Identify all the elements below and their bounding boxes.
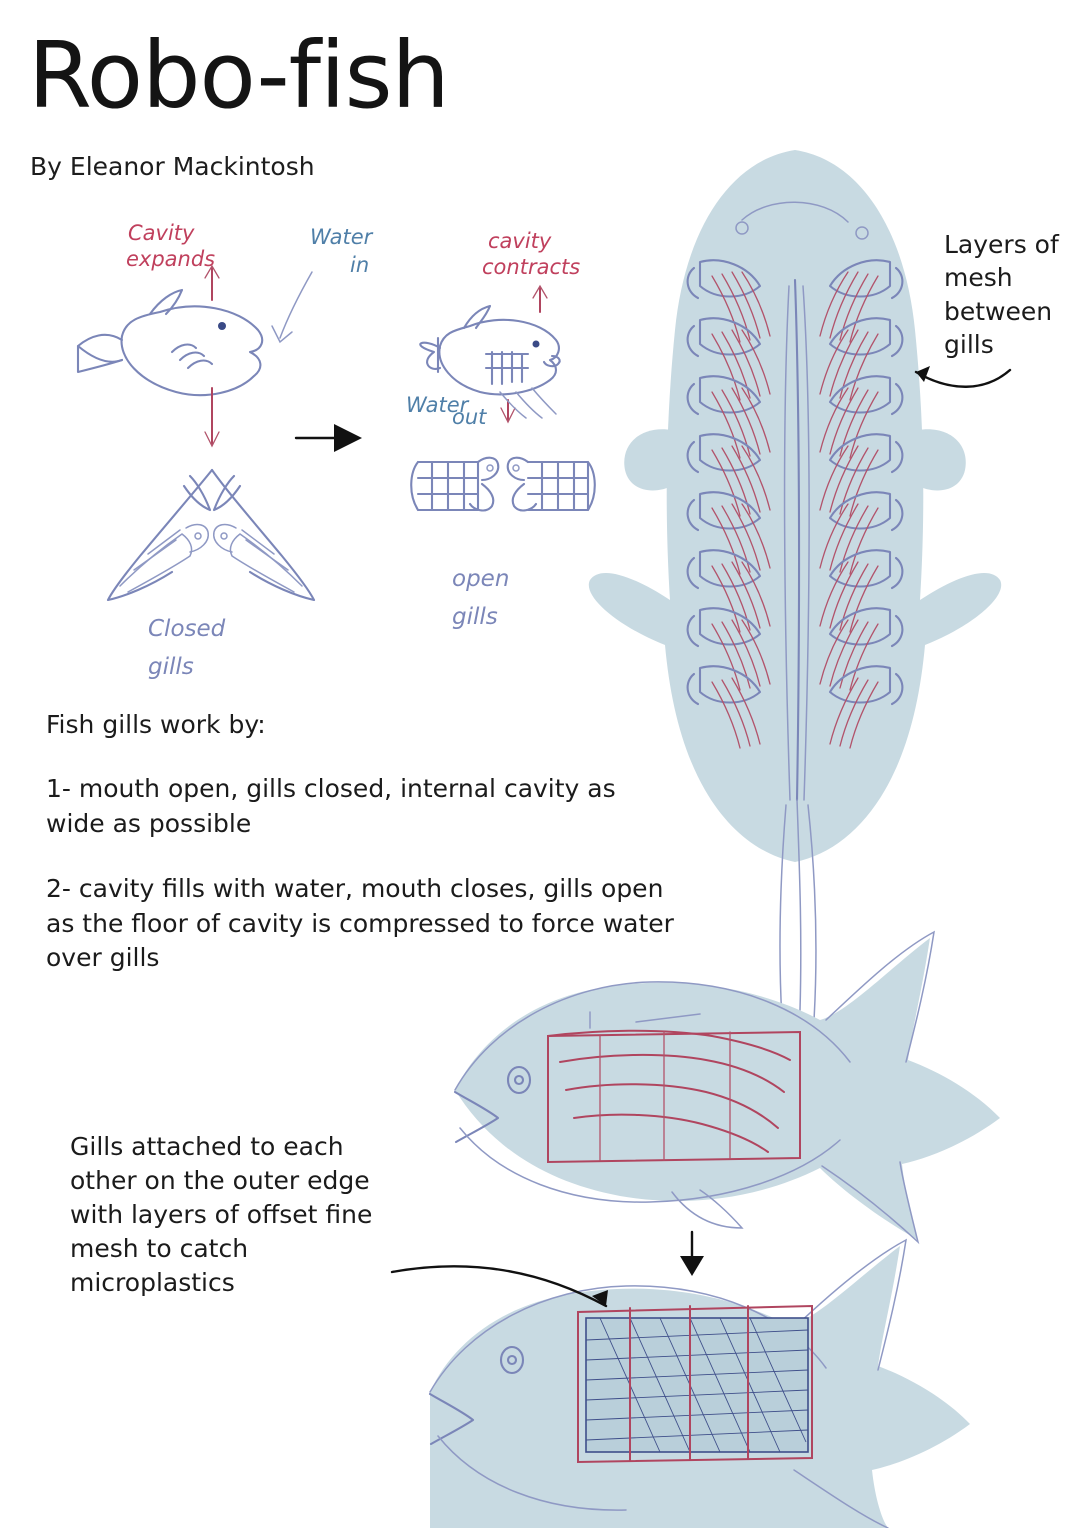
svg-text:Water: Water [406,393,469,417]
annotation-mesh-layers: Layers of mesh between gills [944,230,1059,359]
svg-text:Water: Water [310,225,373,249]
explanation-step-1: 1- mouth open, gills closed, internal cavity as wide as possible [46,774,616,838]
mesh-cassette [578,1306,812,1462]
page-title: Robo-fish [28,22,449,129]
svg-text:gills: gills [452,604,498,630]
byline: By Eleanor Mackintosh [30,152,315,181]
top-view-fish [589,150,1001,1020]
annotation-gills-mesh: Gills attached to each other on the outer edge with layers of offset fine mesh to catch microplastics [70,1132,373,1297]
svg-text:out: out [452,405,487,429]
svg-text:Closed: Closed [148,616,226,642]
side-view-fish-upper [455,932,1000,1242]
arrow-down-to-mesh [680,1232,704,1276]
diagram-open-gills [411,458,595,630]
diagram-closed-gills [108,470,314,680]
explanation-lead: Fish gills work by: [46,710,266,739]
arrow-mesh-layers [916,366,1010,387]
svg-text:expands: expands [126,247,216,271]
arrow-stage-1-to-2 [296,424,362,452]
diagram-stage-1 [78,221,374,446]
explanation-step-2: 2- cavity fills with water, mouth closes, gills open as the floor of cavity is compressed to force water over gills [46,874,674,972]
svg-text:contracts: contracts [482,255,581,279]
svg-text:cavity: cavity [488,229,552,253]
svg-text:Cavity: Cavity [128,221,195,245]
svg-text:in: in [350,253,370,277]
diagram-stage-2 [406,229,580,429]
svg-text:gills: gills [148,654,194,680]
svg-text:open: open [452,566,510,592]
side-view-fish-lower [430,1240,970,1528]
